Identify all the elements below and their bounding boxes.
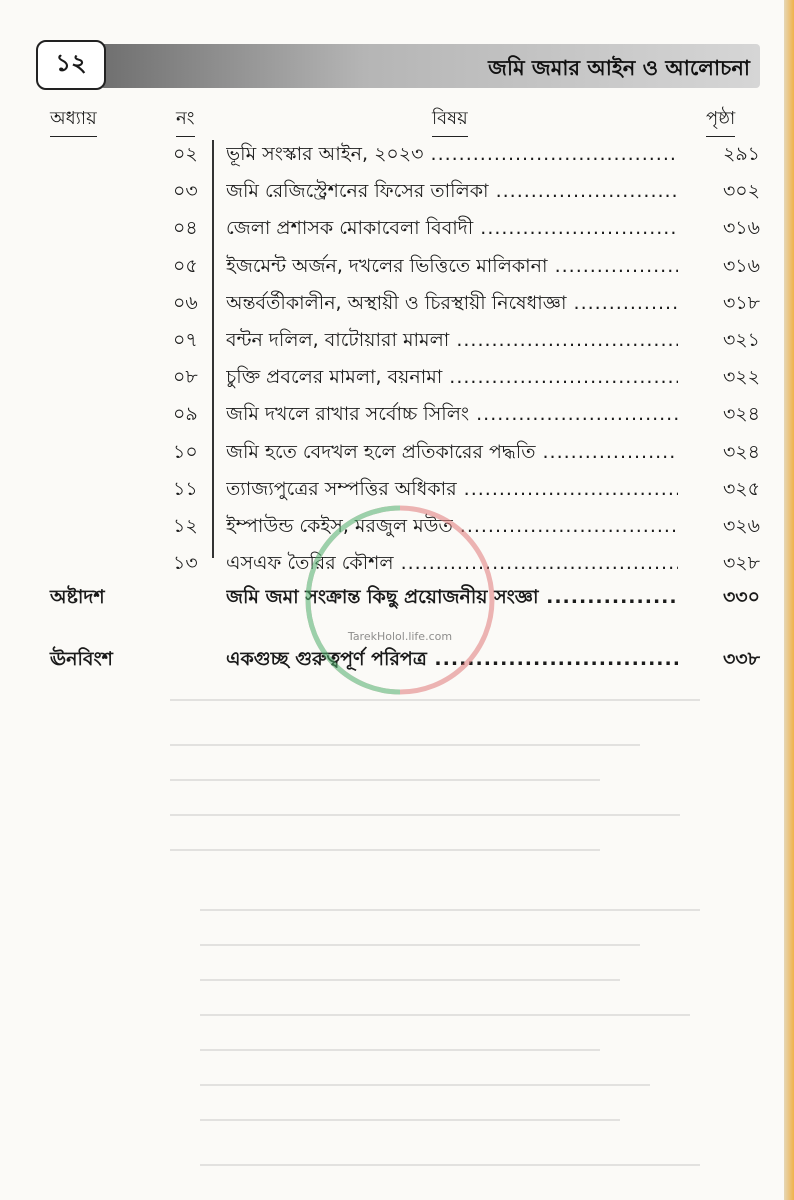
entry-title: ভূমি সংস্কার আইন, ২০২৩ .....	[226, 140, 678, 172]
entry-page: ২৯১	[722, 143, 760, 165]
entry-page: ৩১৬	[722, 217, 760, 240]
entry-title: জমি হতে বেদখল হলে প্রতিকারের পদ্ধতি .....	[226, 438, 678, 470]
entry-page: ৩০২	[722, 180, 760, 203]
entry-title: ইম্পাউন্ড কেইস, মরজুল মউত .....	[226, 512, 678, 544]
section-name: অষ্টাদশ	[50, 586, 105, 608]
entry-page: ৩২৮	[722, 552, 760, 575]
entry-number: ০৪	[173, 217, 198, 240]
section-page: ৩৩০	[722, 586, 760, 608]
entry-title: এসএফ তৈরির কৌশল .....	[226, 549, 678, 581]
entry-number: ০৬	[173, 291, 198, 314]
entry-page: ৩১৮	[722, 291, 760, 314]
section-title: একগুচ্ছ গুরুত্বপূর্ণ পরিপত্র .....	[226, 645, 678, 677]
toc-row	[0, 363, 794, 399]
entry-page: ৩২৪	[722, 440, 760, 463]
column-chapter: অধ্যায়	[50, 104, 97, 137]
column-no: নং	[176, 104, 195, 137]
toc-row	[0, 438, 794, 474]
section-name: ঊনবিংশ	[50, 648, 113, 670]
page-number: ১২	[36, 40, 106, 90]
toc-row	[0, 252, 794, 288]
entry-title: জমি দখলে রাখার সর্বোচ্চ সিলিং .....	[226, 400, 678, 432]
column-headers	[0, 100, 794, 132]
entry-number: ০৩	[173, 180, 198, 203]
toc-row	[0, 400, 794, 436]
entry-title: বন্টন দলিল, বাটোয়ারা মামলা .....	[226, 326, 678, 358]
entry-number: ০৮	[173, 366, 198, 389]
entry-page: ৩২১	[722, 329, 760, 351]
entry-title: ত্যাজ্যপুত্রের সম্পত্তির অধিকার .....	[226, 475, 678, 507]
entry-page: ৩২৪	[722, 403, 760, 426]
entry-page: ৩১৬	[722, 254, 760, 277]
entry-number: ১০	[173, 440, 198, 463]
entry-number: ০২	[173, 143, 198, 165]
entry-title: ইজমেন্ট অর্জন, দখলের ভিত্তিতে মালিকানা .....	[226, 252, 678, 284]
toc-row	[0, 140, 794, 176]
column-subject: বিষয়	[432, 104, 468, 137]
entry-title: অন্তর্বর্তীকালীন, অস্থায়ী ও চিরস্থায়ী নিষেধাজ্ঞা .....	[226, 289, 678, 321]
toc-row	[0, 326, 794, 362]
entry-title: চুক্তি প্রবলের মামলা, বয়নামা .....	[226, 363, 678, 395]
entry-number: ১১	[173, 477, 198, 500]
section-page: ৩৩৮	[722, 648, 760, 670]
entry-number: ১৩	[173, 552, 198, 575]
entry-page: ৩২৬	[722, 515, 760, 537]
entry-title: জমি রেজিস্ট্রেশনের ফিসের তালিকা .....	[226, 177, 678, 209]
column-page: পৃষ্ঠা	[706, 104, 735, 137]
entry-number: ০৭	[173, 329, 198, 351]
toc-row	[0, 177, 794, 213]
watermark-logo	[300, 500, 500, 700]
section-title: জমি জমা সংক্রান্ত কিছু প্রয়োজনীয় সংজ্ঞা .....	[226, 583, 678, 615]
entry-number: ১২	[173, 515, 198, 537]
entry-title: জেলা প্রশাসক মোকাবেলা বিবাদী .....	[226, 214, 678, 246]
toc-row	[0, 289, 794, 325]
entry-number: ০৫	[173, 254, 198, 277]
toc-row	[0, 214, 794, 250]
watermark-site: TarekHolol.life.com	[347, 630, 453, 643]
entry-number: ০৯	[173, 403, 198, 426]
book-title: জমি জমার আইন ও আলোচনা	[488, 56, 750, 80]
entry-page: ৩২২	[722, 366, 760, 389]
entry-page: ৩২৫	[722, 477, 760, 500]
